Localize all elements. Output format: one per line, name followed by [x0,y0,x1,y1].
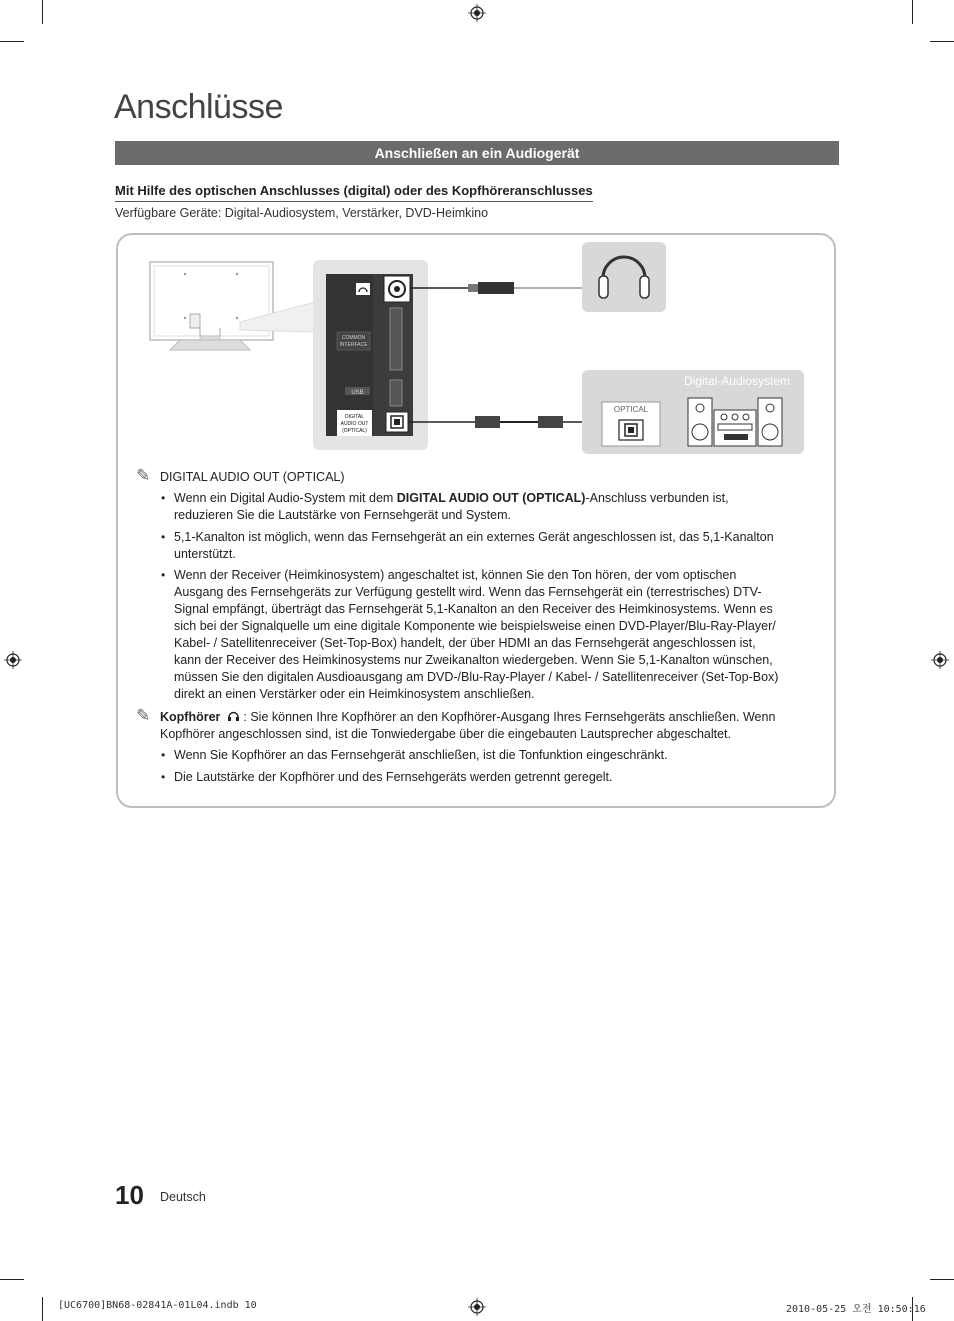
crop-mark [0,41,24,42]
registration-mark-icon [931,651,949,669]
crop-mark [42,0,43,24]
crop-mark [930,1279,954,1280]
headphones-illustration [582,242,666,312]
svg-text:INTERFACE: INTERFACE [339,342,368,348]
connection-diagram [140,240,810,460]
note2-post: : Sie können Ihre Kopfhörer an den Kopfhörer-Ausgang Ihres Fernsehgeräts anschließen. Wenn [239,710,776,724]
registration-mark-icon [4,651,22,669]
note1-b3-line: kann der Receiver des Heimkinosystems nur Zweikanalton wiedergeben. Wenn Sie 5,1-Kanalton wünschen, [174,653,773,667]
svg-text:(OPTICAL): (OPTICAL) [342,428,367,434]
note1-b2-line1: 5,1-Kanalton ist möglich, wenn das Fernsehgerät an ein externes Gerät angeschlossen ist, das 5,1-Kanalton [174,530,774,544]
print-file-info: [UC6700]BN68-02841A-01L04.indb 10 [58,1300,257,1311]
crop-mark [42,1297,43,1321]
crop-mark [0,1279,24,1280]
note1-title: DIGITAL AUDIO OUT (OPTICAL) [160,470,345,484]
note2-text [160,709,820,743]
digital-audio-system-label: Digital-Audiosystem [683,374,790,388]
port-label-digital-audio: DIGITAL [344,414,365,420]
crop-mark [912,0,913,24]
port-label-common-interface: COMMON [341,335,366,341]
note1-b1-bold: DIGITAL AUDIO OUT (OPTICAL) [396,491,586,505]
bullet-icon: • [161,568,166,582]
section-header: Anschließen an ein Audiogerät [115,141,839,165]
registration-mark-icon [468,4,486,22]
list-item [161,529,814,563]
svg-text:AUDIO OUT: AUDIO OUT [340,421,369,427]
note1-b3-line: müssen Sie den digitalen Ausdioausgang am DVD-/Blu-Ray-Player / Kabel- / Satellitenreceiver (Set-Top-Box) [174,670,779,684]
available-devices: Verfügbare Geräte: Digital-Audiosystem, Verstärker, DVD-Heimkino [115,206,489,220]
note2-bold: Kopfhörer [160,710,221,724]
registration-mark-icon [468,1298,486,1316]
list-item [161,747,814,764]
digital-audio-system-illustration [582,370,804,454]
note1-b1-pre: Wenn ein Digital Audio-System mit dem [174,491,397,505]
note1-b3-line: Signal empfängt, überträgt das Fernsehgerät 5,1-Kanalton an den Receiver des Heimkinosystems. Wenn es [174,602,773,616]
note1-b3-line: Kabel- / Satellitenreceiver (Set-Top-Box) handelt, der über HDMI an das Fernsehgerät angeschlossen ist, [174,636,756,650]
page-title: Anschlüsse [114,88,283,126]
note1-b3-line: sich bei der Signalquelle um eine digitale Komponente wie beispielsweise einen DVD-Player/Blu-Ray-Player/ [174,619,776,633]
note-pencil-icon: ✎ [136,466,151,485]
note2-line2: Kopfhörer angeschlossen sind, ist die Tonwiedergabe über die eingebauten Lautsprecher abgeschaltet. [160,727,731,741]
note1-b2-line2: unterstützt. [174,547,236,561]
note2-b2: Die Lautstärke der Kopfhörer und des Fernsehgeräts werden getrennt geregelt. [174,770,613,784]
crop-mark [930,41,954,42]
optical-port-label: OPTICAL [613,405,649,414]
note2-b1: Wenn Sie Kopfhörer an das Fernsehgerät anschließen, ist die Tonfunktion eingeschränkt. [174,748,668,762]
list-item [161,567,824,703]
bullet-icon: • [161,530,166,544]
note1-b1-post: -Anschluss verbunden ist, [585,491,729,505]
bullet-icon: • [161,748,166,762]
port-label-usb: USB [351,390,364,396]
note1-b3-line: direkt an einen Verstärker oder ein Heimkinosystem anschließen. [174,687,535,701]
page-language: Deutsch [160,1190,206,1204]
subheading: Mit Hilfe des optischen Anschlusses (digital) oder des Kopfhöreranschlusses [115,183,593,202]
list-item [161,490,814,524]
list-item [161,769,814,786]
tv-rear-illustration [150,262,315,350]
page-number: 10 [115,1180,144,1210]
bullet-icon: • [161,770,166,784]
note-pencil-icon: ✎ [136,706,151,725]
bullet-icon: • [161,491,166,505]
headphone-icon [227,710,240,722]
print-date-info: 2010-05-25 오전 10:50:16 [786,1304,926,1315]
note1-b1-line2: reduzieren Sie die Lautstärke von Fernsehgerät und System. [174,508,511,522]
note1-b3-line: Ausgang des Fernsehgeräts zur Verfügung gestellt wird. Wenn das Fernsehgerät ein (terrestrisches) DTV- [174,585,762,599]
note1-b3-line: Wenn der Receiver (Heimkinosystem) angeschaltet ist, können Sie den Ton hören, der vom optischen [174,568,737,582]
